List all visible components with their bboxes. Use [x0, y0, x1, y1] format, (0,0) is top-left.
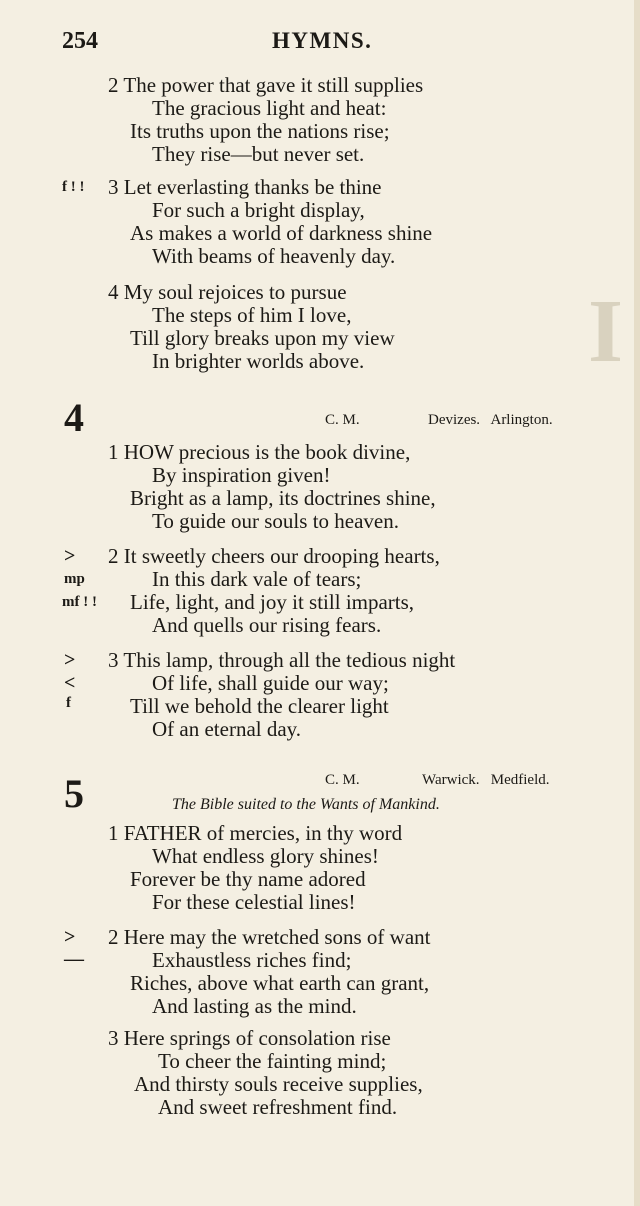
accent-mark: >	[64, 926, 76, 948]
hymn4-s1-line3: Bright as a lamp, its doctrines shine,	[130, 486, 436, 510]
hymn3-s2-line3: Its truths upon the nations rise;	[130, 119, 390, 143]
hymn5-s1-line4: For these celestial lines!	[152, 890, 356, 914]
hymn3-s3-line2: For such a bright display,	[152, 198, 365, 222]
dynamic-mark: f	[66, 695, 71, 711]
running-title: HYMNS.	[272, 28, 373, 53]
accent-mark: >	[64, 649, 76, 671]
dynamic-mark: mp	[64, 571, 85, 587]
hymn3-s4-line1: 4 My soul rejoices to pursue	[108, 280, 347, 304]
hymn3-s3-line1: 3 Let everlasting thanks be thine	[108, 175, 382, 199]
hymn-tunes: Warwick. Medfield.	[422, 772, 550, 788]
dynamic-mark: f ! !	[62, 179, 85, 195]
hymn-meter: C. M.	[325, 412, 360, 428]
hymn4-s3-line1: 3 This lamp, through all the tedious night	[108, 648, 456, 672]
dash-mark: —	[64, 948, 84, 970]
hymn3-s2-line2: The gracious light and heat:	[152, 96, 387, 120]
hymn-subtitle: The Bible suited to the Wants of Mankind.	[172, 796, 440, 813]
hymn4-s2-line4: And quells our rising fears.	[152, 613, 382, 637]
hymn4-s3-line4: Of an eternal day.	[152, 717, 302, 741]
hymn5-s1-line1: 1 FATHER of mercies, in thy word	[108, 821, 403, 845]
hymn-meter: C. M.	[325, 772, 360, 788]
hymn4-s2-line1: 2 It sweetly cheers our drooping hearts,	[108, 544, 440, 568]
hymn3-s3-line4: With beams of heavenly day.	[152, 244, 396, 268]
hymn5-s2-line3: Riches, above what earth can grant,	[130, 971, 430, 995]
hymn3-s4-line4: In brighter worlds above.	[152, 349, 365, 373]
hymn5-s3-line2: To cheer the fainting mind;	[158, 1049, 387, 1073]
crescendo-mark: <	[64, 672, 76, 694]
hymn4-s2-line3: Life, light, and joy it still imparts,	[130, 590, 415, 614]
accent-mark: >	[64, 545, 76, 567]
hymn3-s2-line1: 2 The power that gave it still supplies	[108, 73, 424, 97]
hymn4-s3-line2: Of life, shall guide our way;	[152, 671, 389, 695]
hymn-tunes: Devizes. Arlington.	[428, 412, 553, 428]
hymn4-s2-line2: In this dark vale of tears;	[152, 567, 362, 591]
hymn3-s2-line4: They rise—but never set.	[152, 142, 365, 166]
hymn5-s3-line3: And thirsty souls receive supplies,	[134, 1072, 423, 1096]
hymn-number: 4	[64, 395, 84, 440]
hymn4-s1-line1: 1 HOW precious is the book divine,	[108, 440, 411, 464]
page-number: 254	[62, 28, 98, 54]
dynamic-mark: mf ! !	[62, 594, 97, 610]
bleed-through-mark: I	[588, 282, 624, 381]
hymn3-s4-line3: Till glory breaks upon my view	[130, 326, 395, 350]
hymn3-s3-line3: As makes a world of darkness shine	[130, 221, 433, 245]
hymn5-s1-line3: Forever be thy name adored	[130, 867, 366, 891]
hymn4-s3-line3: Till we behold the clearer light	[130, 694, 389, 718]
hymn5-s3-line4: And sweet refreshment find.	[158, 1095, 398, 1119]
hymn-number: 5	[64, 771, 84, 816]
hymn5-s2-line4: And lasting as the mind.	[152, 994, 357, 1018]
hymn5-s1-line2: What endless glory shines!	[152, 844, 379, 868]
hymn4-s1-line4: To guide our souls to heaven.	[152, 509, 399, 533]
hymn5-s2-line2: Exhaustless riches find;	[152, 948, 352, 972]
hymn4-s1-line2: By inspiration given!	[152, 463, 331, 487]
hymn5-s2-line1: 2 Here may the wretched sons of want	[108, 925, 431, 949]
page-edge	[634, 0, 640, 1206]
hymn5-s3-line1: 3 Here springs of consolation rise	[108, 1026, 391, 1050]
hymn3-s4-line2: The steps of him I love,	[152, 303, 352, 327]
